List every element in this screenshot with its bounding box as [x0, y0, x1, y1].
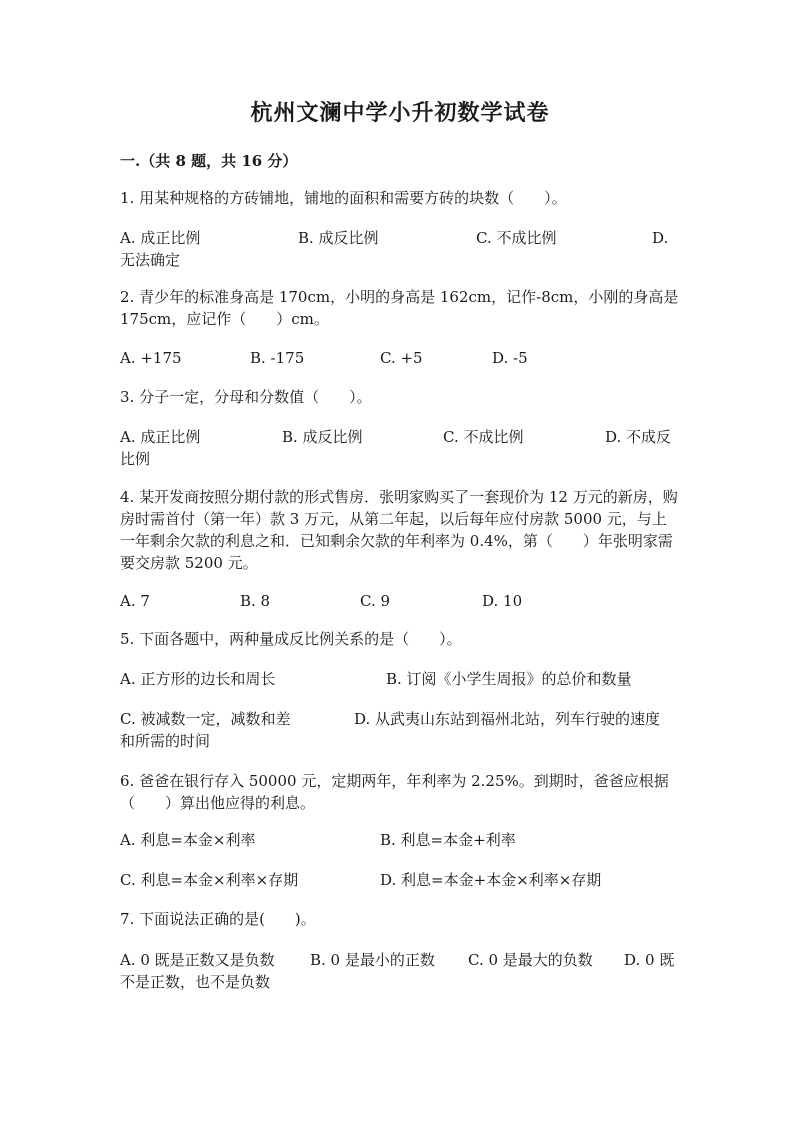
- q3-option-b: B. 成反比例: [282, 428, 363, 446]
- section-heading: 一.（共 8 题，共 16 分）: [120, 152, 298, 170]
- q1-option-d: D.: [652, 229, 669, 247]
- q4-option-b: B. 8: [240, 592, 271, 610]
- q3-option-c: C. 不成比例: [443, 428, 524, 446]
- q7-option-d: D. 0 既: [624, 951, 675, 969]
- q1-option-d-wrap: 无法确定: [120, 251, 181, 269]
- q5-option-d-wrap: 和所需的时间: [120, 732, 211, 750]
- question-4-stem: 4. 某开发商按照分期付款的形式售房．张明家购买了一套现价为 12 万元的新房，购房时需首付（第一年）款 3 万元，从第二年起，以后每年应付房款 5000 元，与上一年剩余欠款的利息之和．已知剩余欠款的年利率为 0.4%，第（ ）年张明家需要交房款 5200 元。: [120, 488, 678, 572]
- q3-option-d-wrap: 比例: [120, 450, 151, 468]
- question-2-stem: 2. 青少年的标准身高是 170cm，小明的身高是 162cm，记作-8cm，小刚的身高是 175cm，应记作（ ）cm。: [120, 288, 679, 328]
- question-6-stem: 6. 爸爸在银行存入 50000 元，定期两年，年利率为 2.25%。到期时，爸爸应根据（ ）算出他应得的利息。: [120, 772, 669, 812]
- q5-option-c: C. 被减数一定，减数和差: [120, 710, 291, 728]
- q6-option-d: D. 利息=本金+本金×利率×存期: [380, 871, 602, 889]
- q7-option-a: A. 0 既是正数又是负数: [120, 951, 275, 969]
- q6-option-a: A. 利息=本金×利率: [120, 831, 256, 849]
- q6-option-c: C. 利息=本金×利率×存期: [120, 871, 299, 889]
- q5-option-a: A. 正方形的边长和周长: [120, 670, 276, 688]
- q7-option-b: B. 0 是最小的正数: [310, 951, 435, 969]
- q3-option-d: D. 不成反: [605, 428, 672, 446]
- question-7-stem: 7. 下面说法正确的是( )。: [120, 910, 316, 928]
- q5-option-d: D. 从武夷山东站到福州北站，列车行驶的速度: [354, 710, 661, 728]
- q7-option-d-wrap: 不是正数，也不是负数: [120, 973, 271, 991]
- q7-option-c: C. 0 是最大的负数: [468, 951, 593, 969]
- question-3-stem: 3. 分子一定，分母和分数值（ ）。: [120, 388, 372, 406]
- q6-option-b: B. 利息=本金+利率: [380, 831, 516, 849]
- q4-option-c: C. 9: [360, 592, 391, 610]
- question-1-stem: 1. 用某种规格的方砖铺地，铺地的面积和需要方砖的块数（ ）。: [120, 189, 567, 207]
- q2-option-d: D. -5: [492, 349, 528, 367]
- q2-option-a: A. +175: [120, 349, 182, 367]
- q1-option-b: B. 成反比例: [298, 229, 379, 247]
- q3-option-a: A. 成正比例: [120, 428, 201, 446]
- q1-option-a: A. 成正比例: [120, 229, 201, 247]
- question-5-stem: 5. 下面各题中，两种量成反比例关系的是（ ）。: [120, 630, 462, 648]
- q1-option-c: C. 不成比例: [476, 229, 557, 247]
- page-title: 杭州文澜中学小升初数学试卷: [250, 100, 550, 126]
- q5-option-b: B. 订阅《小学生周报》的总价和数量: [386, 670, 632, 688]
- q4-option-a: A. 7: [120, 592, 150, 610]
- q2-option-c: C. +5: [380, 349, 423, 367]
- q4-option-d: D. 10: [482, 592, 523, 610]
- q2-option-b: B. -175: [250, 349, 305, 367]
